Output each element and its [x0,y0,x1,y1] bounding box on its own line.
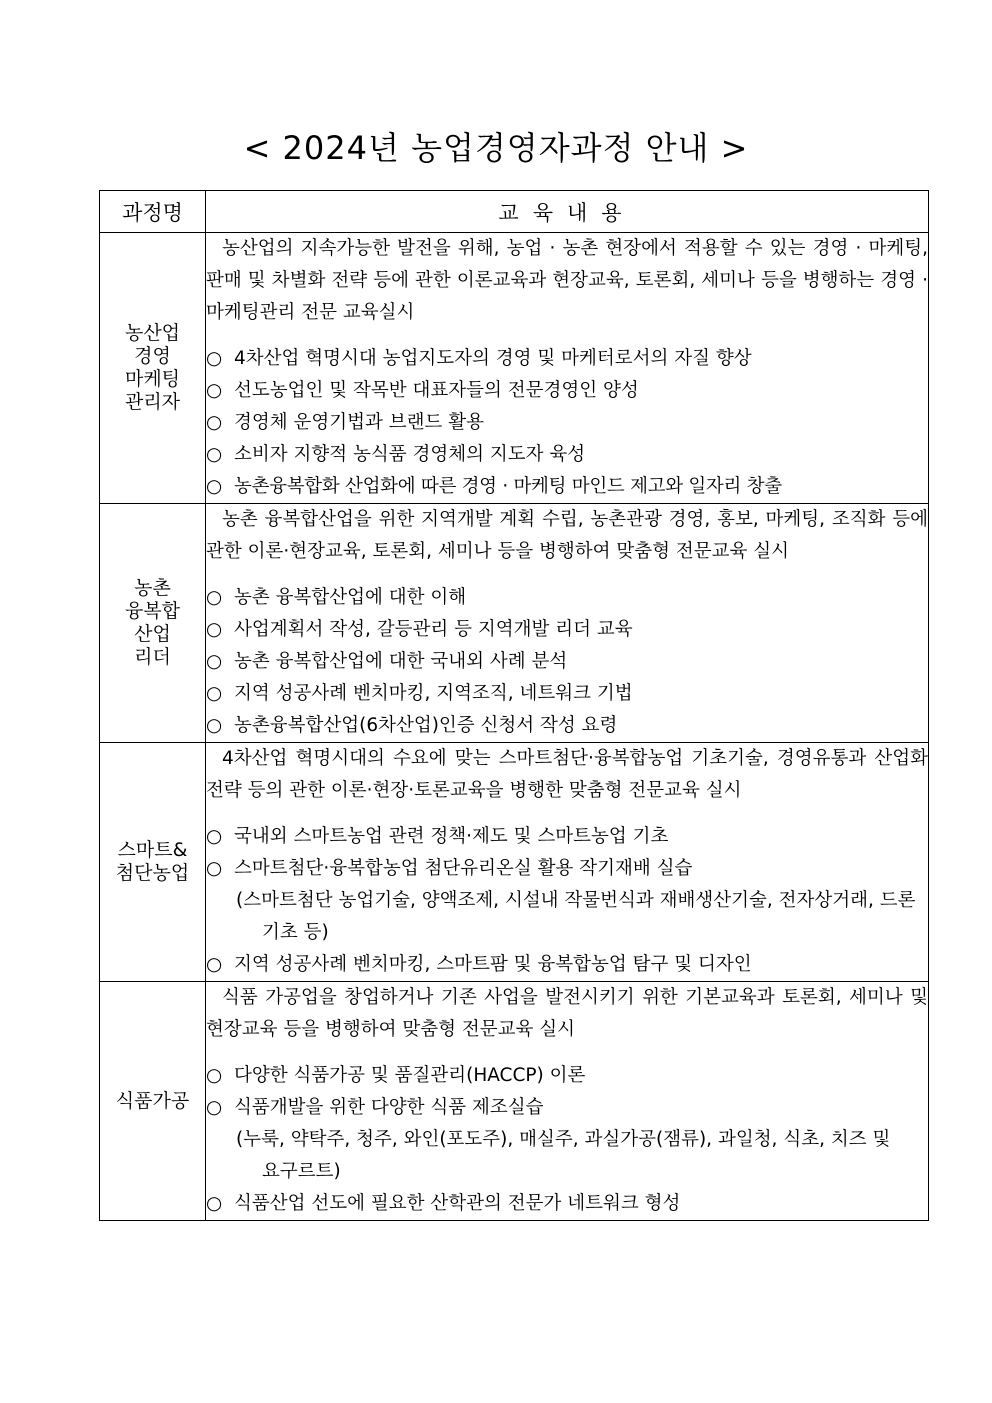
list-item-text: 소비자 지향적 농식품 경영체의 지도자 육성 [234,444,586,465]
list-item-text: 4차산업 혁명시대 농업지도자의 경영 및 마케터로서의 자질 향상 [234,348,752,369]
list-item-text: 국내외 스마트농업 관련 정책·제도 및 스마트농업 기초 [234,826,669,847]
list-item [206,614,928,646]
list-item [206,678,928,710]
list-item [206,582,928,614]
circle-bullet-icon: ○ [206,683,223,704]
list-item-text: 사업계획서 작성, 갈등관리 등 지역개발 리더 교육 [234,619,633,640]
list-item [206,471,928,503]
list-item [206,343,928,375]
course-row-food-processing [100,982,929,1221]
circle-bullet-icon: ○ [206,715,223,736]
circle-bullet-icon: ○ [206,412,223,433]
course-name: 식품가공 [100,982,206,1221]
course-content [206,743,929,982]
list-item [206,407,928,439]
list-item [206,710,928,742]
circle-bullet-icon: ○ [206,476,222,497]
course-name: 농촌 융복합 산업 리더 [100,504,206,743]
list-item-text: 스마트첨단·융복합농업 첨단유리온실 활용 작기재배 실습 [234,858,693,879]
list-item-text: 농촌융복합산업(6차산업)인증 신청서 작성 요령 [234,715,618,736]
course-intro: 식품 가공업을 창업하거나 기존 사업을 발전시키기 위한 기본교육과 토론회, 세미나 및 현장교육 등을 병행하여 맞춤형 전문교육 실시 [206,987,928,1040]
list-item-detail: (누룩, 약탁주, 청주, 와인(포도주), 매실주, 과실가공(잼류), 과일청, 식초, 치즈 및 요구르트) [236,1129,891,1182]
list-item [206,646,928,678]
course-content [206,504,929,743]
course-intro: 4차산업 혁명시대의 수요에 맞는 스마트첨단·융복합농업 기초기술, 경영유통과 산업화 전략 등의 관한 이론·현장·토론교육을 병행한 맞춤형 전문교육 실시 [206,748,928,801]
circle-bullet-icon: ○ [206,1065,223,1086]
table-header-row [100,191,929,233]
course-row-convergence-leader [100,504,929,743]
header-course-name: 과정명 [100,191,206,233]
course-intro: 농산업의 지속가능한 발전을 위해, 농업 · 농촌 현장에서 적용할 수 있는 경영 · 마케팅, 판매 및 차별화 전략 등에 관한 이론교육과 현장교육, 토론회, 세미나 등을 병행하는 경영 ·마케팅관리 전문 교육실시 [206,238,928,323]
list-item [206,375,928,407]
list-item-text: 경영체 운영기법과 브랜드 활용 [234,412,484,433]
circle-bullet-icon: ○ [206,587,223,608]
list-item [206,439,928,471]
list-item-text: 선도농업인 및 작목반 대표자들의 전문경영인 양성 [234,380,639,401]
course-name: 농산업 경영 마케팅 관리자 [100,233,206,504]
circle-bullet-icon: ○ [206,954,223,975]
list-item-text: 농촌융복합화 산업화에 따른 경영 · 마케팅 마인드 제고와 일자리 창출 [234,476,782,497]
circle-bullet-icon: ○ [206,380,223,401]
list-item-text: 식품개발을 위한 다양한 식품 제조실습 [234,1097,544,1118]
list-item [206,1188,928,1220]
list-item [206,1060,928,1092]
list-item-text: 지역 성공사례 벤치마킹, 스마트팜 및 융복합농업 탐구 및 디자인 [234,954,752,975]
header-course-content: 교육내용 [206,191,929,233]
list-item [206,821,928,853]
list-item-text: 다양한 식품가공 및 품질관리(HACCP) 이론 [234,1065,586,1086]
circle-bullet-icon: ○ [206,348,223,369]
course-intro: 농촌 융복합산업을 위한 지역개발 계획 수립, 농촌관광 경영, 홍보, 마케팅, 조직화 등에 관한 이론·현장교육, 토론회, 세미나 등을 병행하여 맞춤형 전문교육 실시 [206,509,928,562]
circle-bullet-icon: ○ [206,826,223,847]
course-table [99,190,929,1221]
list-item-detail: (스마트첨단 농업기술, 양액조제, 시설내 작물번식과 재배생산기술, 전자상거래, 드론 기초 등) [236,890,916,943]
list-item-text: 농촌 융복합산업에 대한 이해 [234,587,467,608]
circle-bullet-icon: ○ [206,619,223,640]
list-item [206,949,928,981]
list-item [206,853,928,885]
circle-bullet-icon: ○ [206,858,223,879]
list-item-text: 농촌 융복합산업에 대한 국내외 사례 분석 [234,651,568,672]
list-item-text: 식품산업 선도에 필요한 산학관의 전문가 네트워크 형성 [234,1193,681,1214]
circle-bullet-icon: ○ [206,1097,223,1118]
list-item [206,1092,928,1124]
course-row-smart-agriculture [100,743,929,982]
course-row-management-marketing [100,233,929,504]
circle-bullet-icon: ○ [206,444,223,465]
circle-bullet-icon: ○ [206,651,223,672]
page-title: < 2024년 농업경영자과정 안내 > [243,129,749,167]
course-name: 스마트& 첨단농업 [100,743,206,982]
circle-bullet-icon: ○ [206,1193,223,1214]
list-item-text: 지역 성공사례 벤치마킹, 지역조직, 네트워크 기법 [234,683,633,704]
course-content [206,233,929,504]
course-content [206,982,929,1221]
